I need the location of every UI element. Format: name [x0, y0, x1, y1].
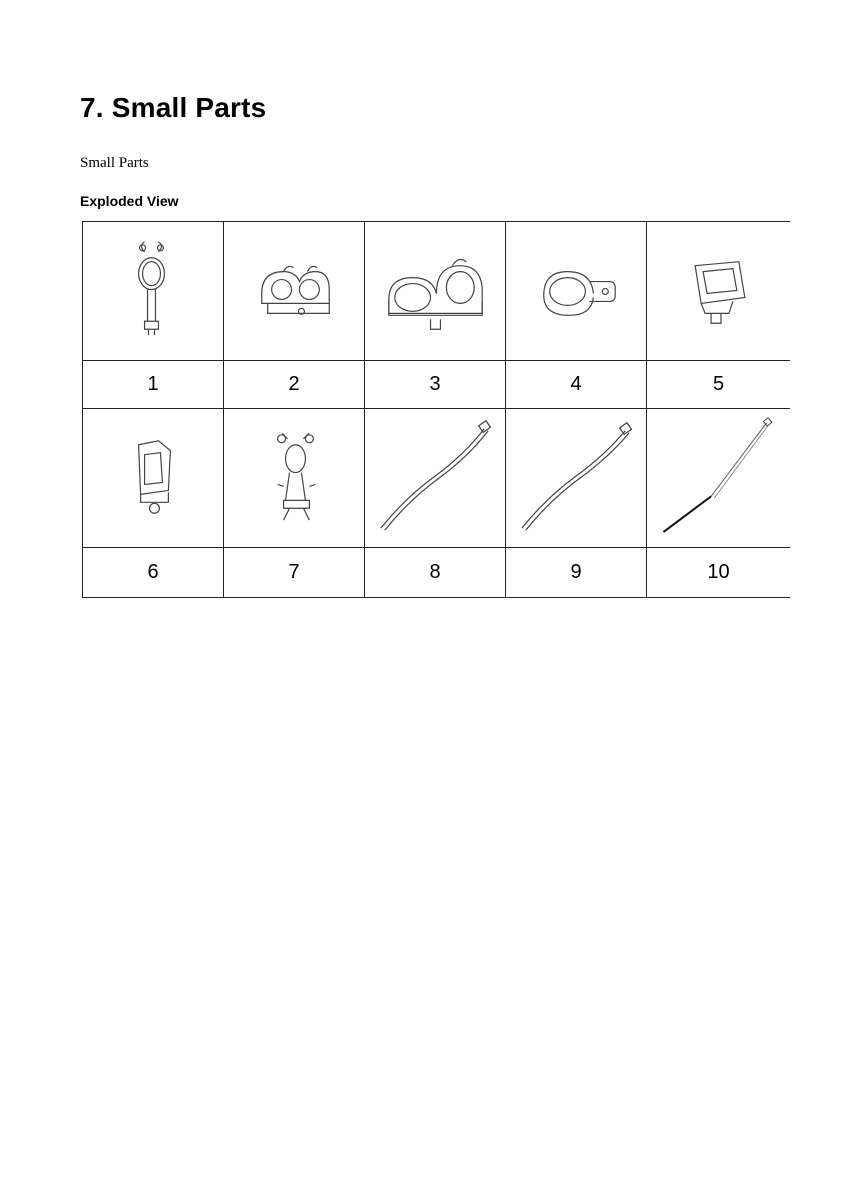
part-number: 4 — [506, 361, 647, 409]
part-3-image — [365, 222, 506, 361]
part-5-image — [647, 222, 790, 361]
cable-tie-icon — [365, 409, 505, 547]
part-6-image — [83, 409, 224, 548]
part-2-image — [224, 222, 365, 361]
wire-clamp-loop-icon — [83, 222, 223, 360]
part-number: 2 — [224, 361, 365, 409]
page-title: 7. Small Parts — [80, 92, 267, 123]
part-number: 5 — [647, 361, 790, 409]
part-number: 1 — [83, 361, 224, 409]
cable-holder-icon — [83, 409, 223, 547]
part-number: 10 — [707, 561, 730, 583]
part-8-image — [365, 409, 506, 548]
part-7-image — [224, 409, 365, 548]
double-clamp-icon — [224, 222, 364, 360]
pipe-clamp-icon — [506, 222, 646, 360]
twin-loop-clamp-icon — [224, 409, 364, 547]
cable-tie-icon — [506, 409, 646, 547]
page-subtitle: Small Parts — [80, 155, 149, 171]
thin-cable-tie-icon — [647, 409, 790, 547]
part-number: 3 — [365, 361, 506, 409]
part-4-image — [506, 222, 647, 361]
part-10-image — [647, 409, 790, 548]
part-number: 9 — [506, 548, 647, 597]
double-hose-clamp-icon — [365, 222, 505, 360]
part-number: 8 — [365, 548, 506, 597]
part-number: 6 — [83, 548, 224, 597]
part-1-image — [83, 222, 224, 361]
part-9-image — [506, 409, 647, 548]
part-number: 7 — [224, 548, 365, 597]
square-clip-icon — [647, 222, 790, 360]
section-heading-exploded-view: Exploded View — [80, 193, 179, 209]
parts-table — [82, 221, 790, 598]
